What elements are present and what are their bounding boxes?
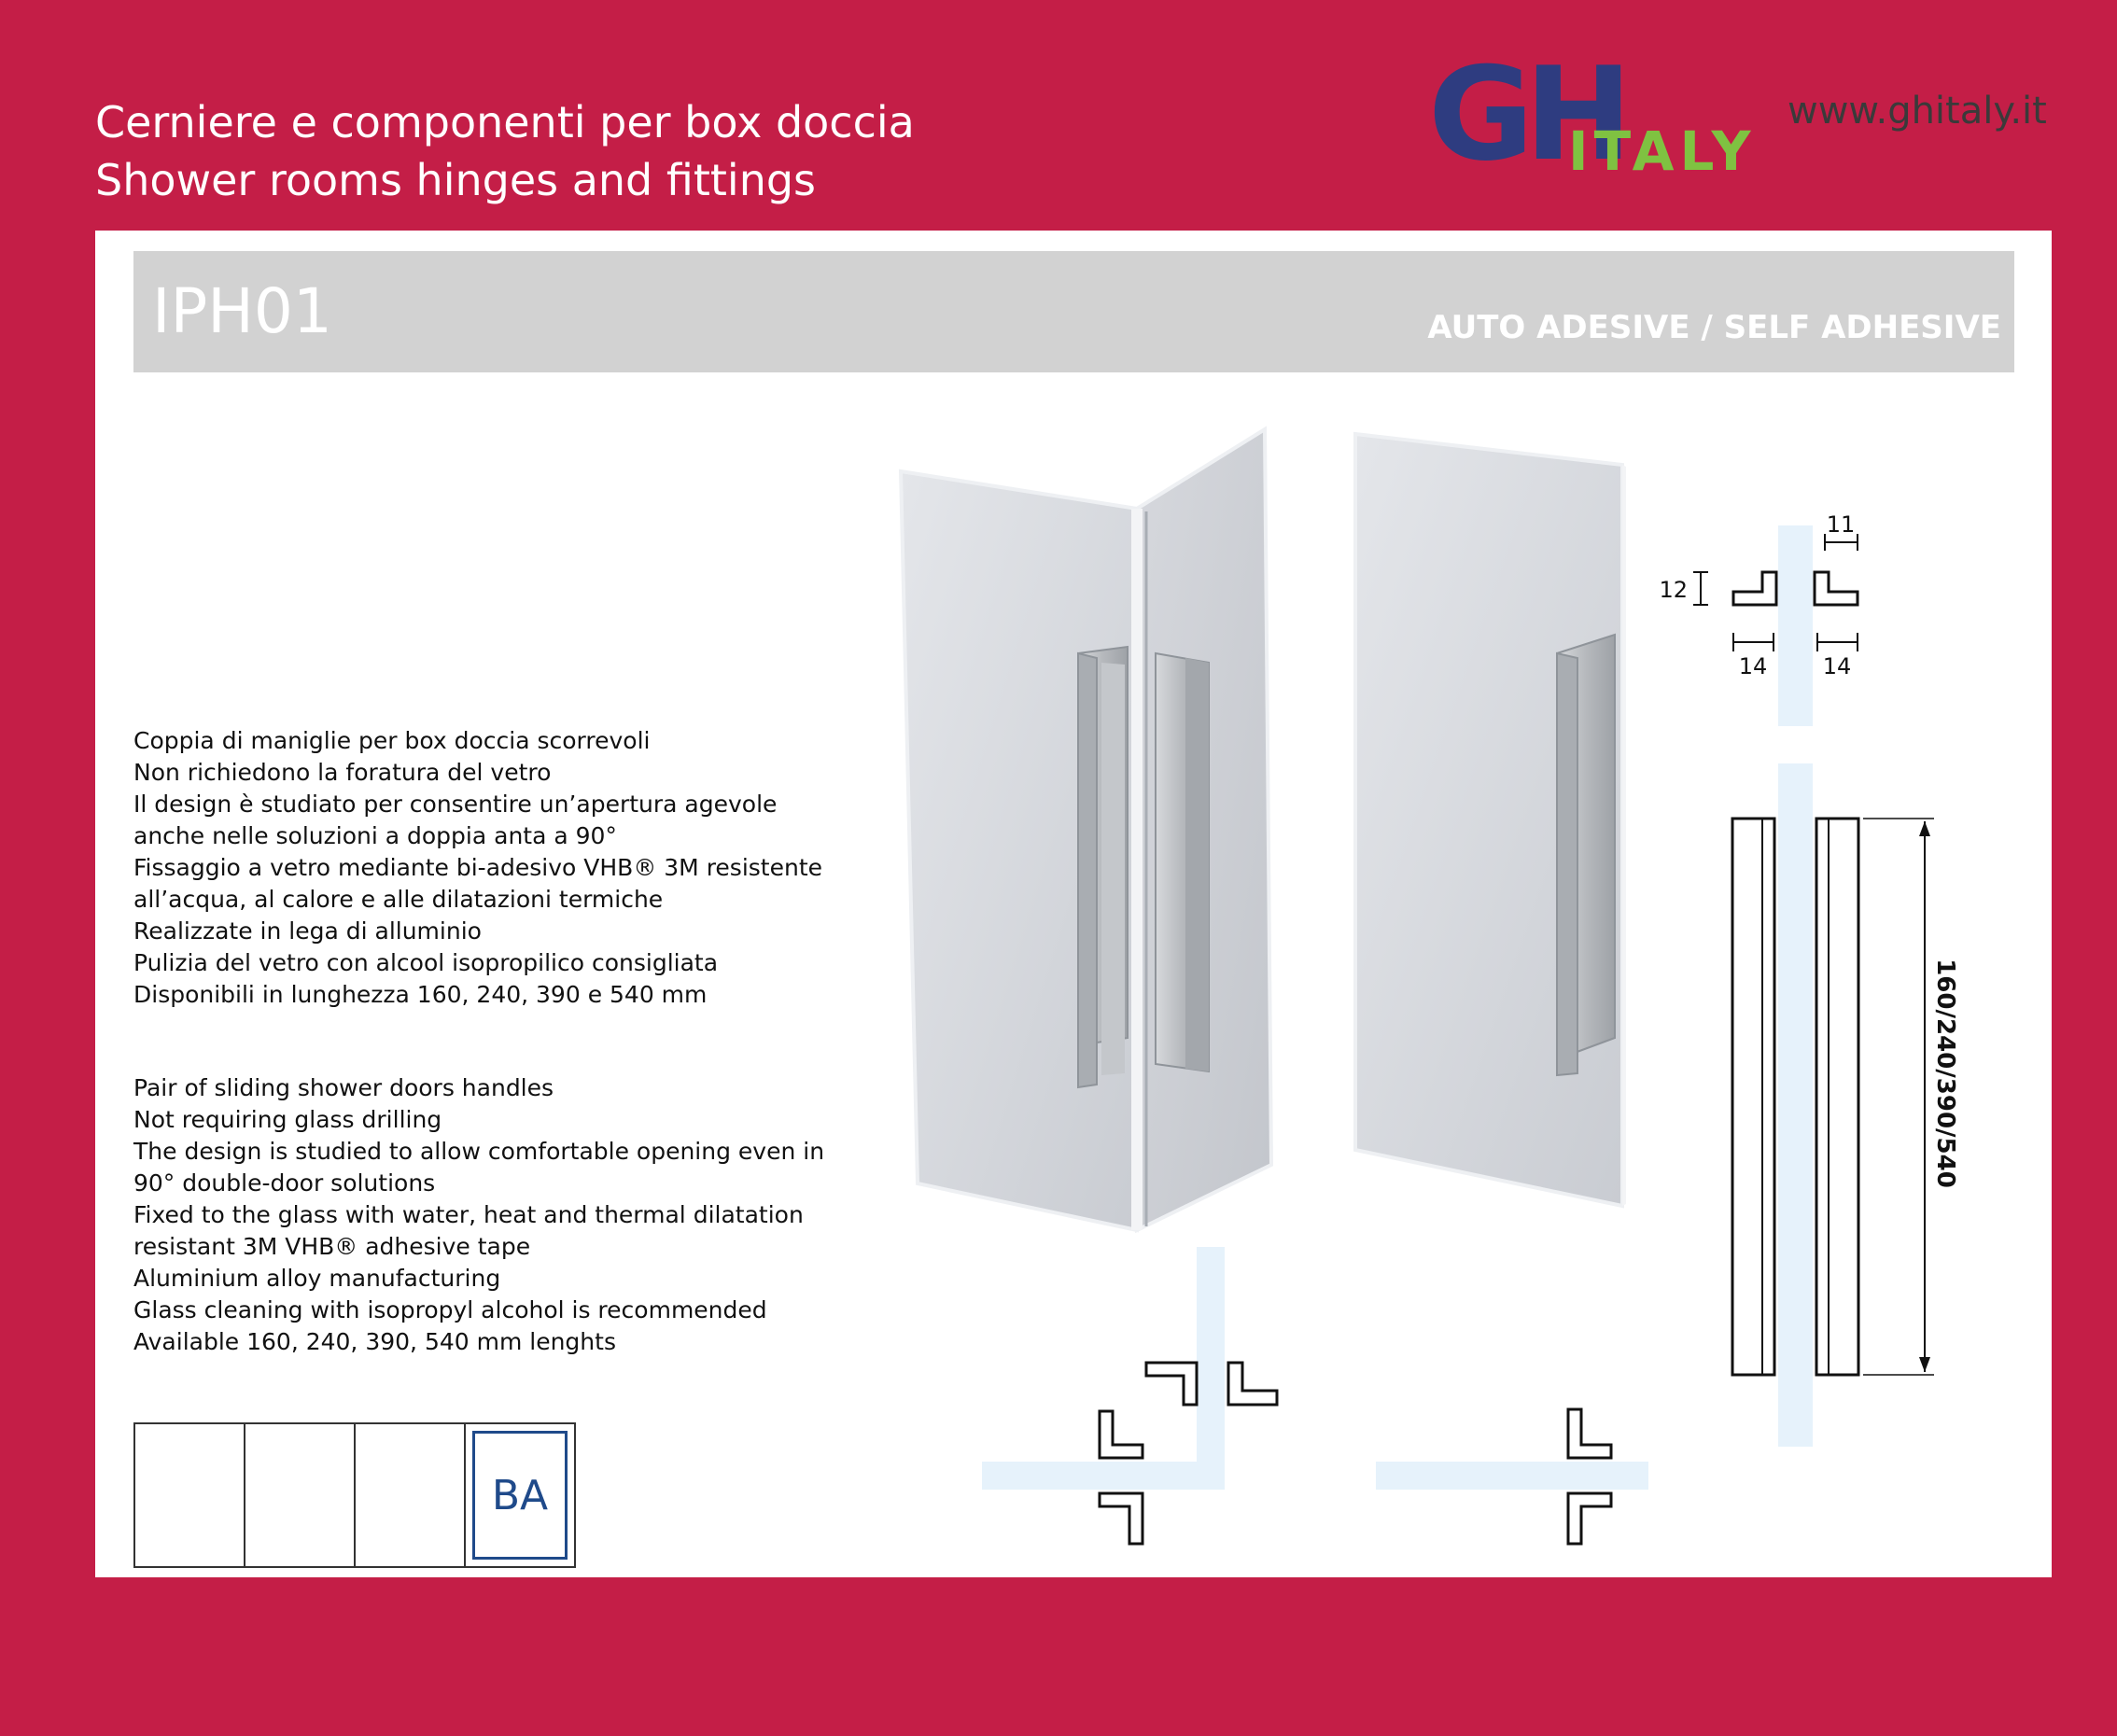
description-line: Fixed to the glass with water, heat and thermal dilatation	[133, 1201, 804, 1228]
plan-view-corner	[982, 1247, 1277, 1544]
corner-doors-render	[901, 429, 1271, 1230]
profile-elevation-drawing	[1732, 763, 1959, 1447]
plan-view-straight	[1376, 1409, 1648, 1544]
description-line: Il design è studiato per consentire un’apertura agevole	[133, 791, 778, 818]
dim-width-top: 11	[1826, 511, 1856, 538]
description-line: Realizzate in lega di alluminio	[133, 917, 482, 945]
product-tag: AUTO ADESIVE / SELF ADHESIVE	[1427, 309, 2001, 346]
logo-gh: GH	[1428, 39, 1623, 189]
dim-depth-right: 14	[1822, 653, 1852, 679]
profile-section-drawing	[1659, 511, 1858, 726]
description-line: The design is studied to allow comfortable opening even in	[133, 1138, 825, 1165]
logo-italy: ITALY	[1568, 119, 1757, 183]
description-line: 90° double-door solutions	[133, 1169, 436, 1197]
header-line-english: Shower rooms hinges and fittings	[95, 155, 817, 205]
description-line: Coppia di maniglie per box doccia scorrevoli	[133, 727, 651, 754]
dim-lengths: 160/240/390/540	[1931, 959, 1959, 1188]
description-line: Pulizia del vetro con alcool isopropilico consigliata	[133, 949, 719, 976]
dim-depth-left: 14	[1738, 653, 1768, 679]
description-line: Not requiring glass drilling	[133, 1106, 442, 1133]
product-code: IPH01	[152, 275, 332, 347]
description-line: Glass cleaning with isopropyl alcohol is recommended	[133, 1296, 767, 1323]
description-line: Available 160, 240, 390, 540 mm lenghts	[133, 1328, 616, 1355]
header-line-italian: Cerniere e componenti per box doccia	[95, 97, 915, 147]
description-line: Pair of sliding shower doors handles	[133, 1074, 554, 1101]
finish-badge-ba: BA	[472, 1431, 568, 1560]
description-line: Fissaggio a vetro mediante bi-adesivo VHB® 3M resistente	[133, 854, 823, 881]
dim-height-left: 12	[1659, 577, 1688, 603]
description-line: Disponibili in lunghezza 160, 240, 390 e 540 mm	[133, 981, 708, 1008]
description-line: all’acqua, al calore e alle dilatazioni termiche	[133, 886, 664, 913]
description-line: anche nelle soluzioni a doppia anta a 90°	[133, 822, 617, 849]
website-link[interactable]: www.ghitaly.it	[1788, 90, 2047, 133]
description-line: Aluminium alloy manufacturing	[133, 1265, 501, 1292]
description-line: Non richiedono la foratura del vetro	[133, 759, 552, 786]
single-door-render	[1355, 434, 1626, 1206]
description-line: resistant 3M VHB® adhesive tape	[133, 1233, 531, 1260]
